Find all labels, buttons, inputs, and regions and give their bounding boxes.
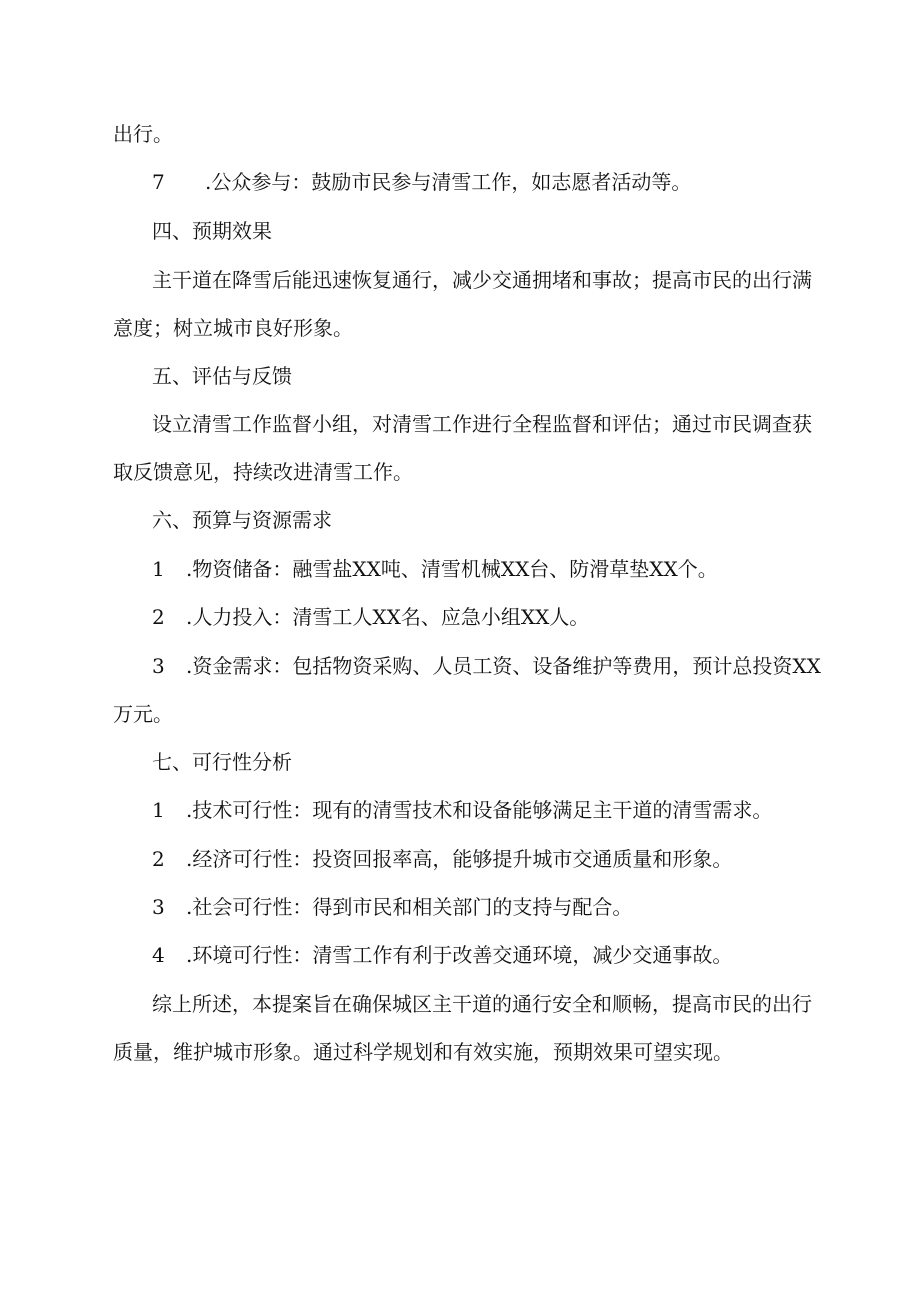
section-heading-feasibility: 七、可行性分析 <box>152 750 292 774</box>
paragraph-line: 取反馈意见，持续改进清雪工作。 <box>113 460 413 484</box>
section-heading-evaluation-feedback: 五、评估与反馈 <box>152 364 292 388</box>
list-item-text: .人力投入：清雪工人XX名、应急小组XX人。 <box>186 605 590 629</box>
list-item <box>152 894 632 920</box>
list-item <box>152 942 732 968</box>
list-item-number: 3 <box>152 654 165 678</box>
paragraph-line: 万元。 <box>113 702 173 726</box>
list-item <box>152 846 732 872</box>
list-item-text: .环境可行性：清雪工作有利于改善交通环境，减少交通事故。 <box>186 943 733 967</box>
list-item-text: .经济可行性：投资回报率高，能够提升城市交通质量和形象。 <box>186 847 733 871</box>
list-item <box>152 797 772 823</box>
paragraph-line: 设立清雪工作监督小组，对清雪工作进行全程监督和评估；通过市民调查获 <box>152 412 812 436</box>
list-item-text: .物资储备：融雪盐XX吨、清雪机械XX台、防滑草垫XX个。 <box>186 557 718 581</box>
paragraph-line: 质量，维护城市形象。通过科学规划和有效实施，预期效果可望实现。 <box>113 1040 733 1064</box>
list-item-number: 1 <box>152 798 165 822</box>
list-item-text: .公众参与：鼓励市民参与清雪工作，如志愿者活动等。 <box>205 170 692 194</box>
section-heading-budget-resources: 六、预算与资源需求 <box>152 508 332 532</box>
list-item-number: 2 <box>152 847 165 871</box>
list-item-text: .社会可行性：得到市民和相关部门的支持与配合。 <box>186 895 633 919</box>
list-item <box>152 653 821 679</box>
continued-text: 出行。 <box>113 122 173 146</box>
section-heading-expected-results: 四、预期效果 <box>152 219 272 243</box>
list-item-number: 7 <box>152 170 165 194</box>
list-item <box>152 556 718 582</box>
paragraph-line: 主干道在降雪后能迅速恢复通行，减少交通拥堵和事故；提高市民的出行满 <box>152 268 812 292</box>
paragraph-line: 综上所述，本提案旨在确保城区主干道的通行安全和顺畅，提高市民的出行 <box>152 992 812 1016</box>
list-item-text: .技术可行性：现有的清雪技术和设备能够满足主干道的清雪需求。 <box>186 798 773 822</box>
list-item-7 <box>152 169 691 195</box>
list-item-text: .资金需求：包括物资采购、人员工资、设备维护等费用，预计总投资XX <box>186 654 821 678</box>
list-item-number: 1 <box>152 557 165 581</box>
paragraph-line: 意度；树立城市良好形象。 <box>113 316 353 340</box>
list-item-number: 2 <box>152 605 165 629</box>
list-item-number: 3 <box>152 895 165 919</box>
list-item <box>152 604 589 630</box>
list-item-number: 4 <box>152 943 165 967</box>
